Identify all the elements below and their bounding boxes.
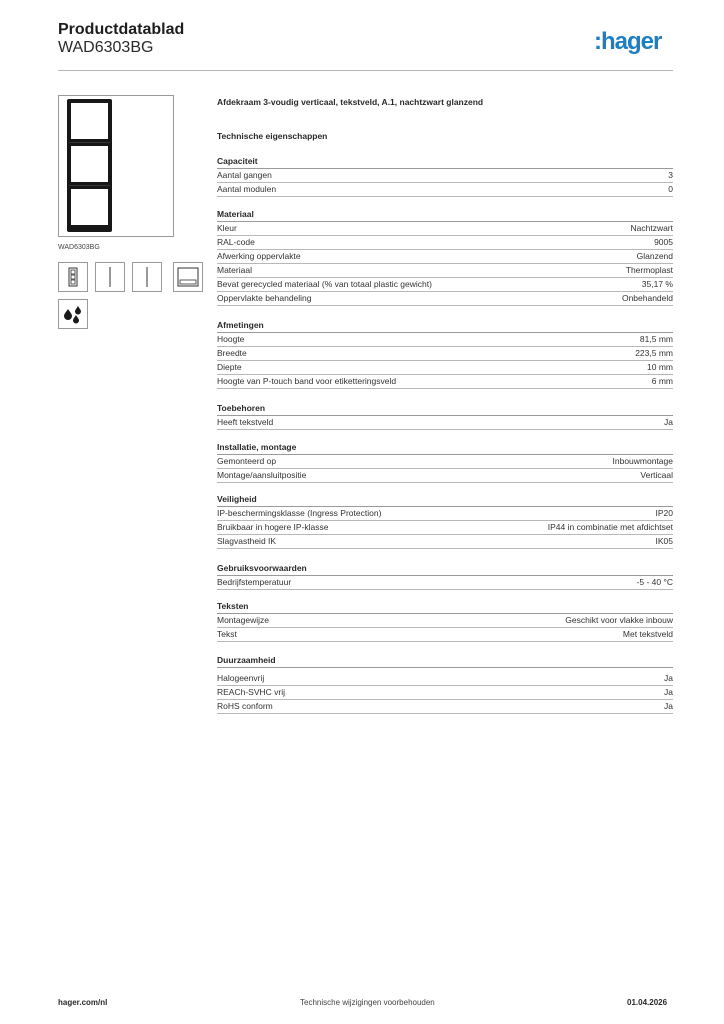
section-title: Afmetingen xyxy=(217,318,673,333)
header-divider xyxy=(58,70,673,71)
spec-value: Glanzend xyxy=(636,251,673,261)
spec-row xyxy=(217,375,673,389)
hager-logo xyxy=(594,24,674,60)
surface-mount-icon xyxy=(95,262,125,292)
spec-row xyxy=(217,686,673,700)
spec-value: IK05 xyxy=(655,536,673,546)
spec-row xyxy=(217,614,673,628)
spec-row xyxy=(217,236,673,250)
spec-row xyxy=(217,222,673,236)
spec-label: Hoogte van P-touch band voor etiketteringsveld xyxy=(217,376,397,386)
spec-value: Ja xyxy=(664,417,673,427)
spec-value: -5 - 40 °C xyxy=(636,577,673,587)
spec-section xyxy=(217,492,673,549)
spec-row xyxy=(217,700,673,714)
spec-section xyxy=(217,401,673,430)
spec-label: Oppervlakte behandeling xyxy=(217,293,312,303)
spec-label: Tekst xyxy=(217,629,237,639)
vertical-frame-icon xyxy=(58,262,88,292)
spec-section xyxy=(217,653,673,714)
spec-section xyxy=(217,207,673,306)
spec-row xyxy=(217,347,673,361)
spec-value: 0 xyxy=(668,184,673,194)
spec-label: Bedrijfstemperatuur xyxy=(217,577,292,587)
spec-section xyxy=(217,561,673,590)
spec-value: Inbouwmontage xyxy=(612,456,673,466)
spec-label: Slagvastheid IK xyxy=(217,536,277,546)
section-title: Capaciteit xyxy=(217,154,673,169)
spec-row xyxy=(217,250,673,264)
section-title: Gebruiksvoorwaarden xyxy=(217,561,673,576)
section-title: Installatie, montage xyxy=(217,440,673,455)
section-title: Veiligheid xyxy=(217,492,673,507)
spec-row xyxy=(217,672,673,686)
product-description: Afdekraam 3-voudig verticaal, tekstveld, A.1, nachtzwart glanzend xyxy=(217,97,484,107)
spec-value: 6 mm xyxy=(651,376,673,386)
footer-website[interactable]: hager.com/nl xyxy=(58,998,108,1007)
section-title: Toebehoren xyxy=(217,401,673,416)
spec-label: Hoogte xyxy=(217,334,245,344)
spec-section xyxy=(217,599,673,642)
spec-value: Verticaal xyxy=(640,470,673,480)
spec-row xyxy=(217,455,673,469)
spec-value: IP20 xyxy=(655,508,673,518)
spec-label: REACh-SVHC vrij xyxy=(217,687,286,697)
spec-row xyxy=(217,628,673,642)
section-title: Teksten xyxy=(217,599,673,614)
flush-mount-icon xyxy=(132,262,162,292)
product-code: WAD6303BG xyxy=(58,39,154,56)
spec-value: Ja xyxy=(664,701,673,711)
label-field-icon xyxy=(173,262,203,292)
spec-value: 9005 xyxy=(654,237,673,247)
spec-label: IP-beschermingsklasse (Ingress Protection) xyxy=(217,508,382,518)
spec-row xyxy=(217,169,673,183)
spec-value: Geschikt voor vlakke inbouw xyxy=(565,615,673,625)
spec-value: Ja xyxy=(664,687,673,697)
spec-row xyxy=(217,416,673,430)
spec-row xyxy=(217,576,673,590)
footer-date: 01.04.2026 xyxy=(627,998,668,1007)
spec-label: Gemonteerd op xyxy=(217,456,277,466)
section-title: Duurzaamheid xyxy=(217,653,673,668)
footer-disclaimer: Technische wijzigingen voorbehouden xyxy=(300,998,435,1007)
spec-row xyxy=(217,361,673,375)
spec-row xyxy=(217,264,673,278)
spec-row xyxy=(217,292,673,306)
spec-value: Thermoplast xyxy=(625,265,673,275)
spec-label: Materiaal xyxy=(217,265,252,275)
spec-value: 10 mm xyxy=(647,362,673,372)
spec-value: Nachtzwart xyxy=(630,223,673,233)
frame-illustration xyxy=(59,96,173,236)
spec-value: IP44 in combinatie met afdichtset xyxy=(547,522,673,532)
spec-label: Diepte xyxy=(217,362,242,372)
spec-row xyxy=(217,183,673,197)
spec-value: 35,17 % xyxy=(641,279,673,289)
image-caption: WAD6303BG xyxy=(58,244,100,251)
spec-value: Onbehandeld xyxy=(621,293,673,303)
spec-label: Bruikbaar in hogere IP-klasse xyxy=(217,522,329,532)
spec-section xyxy=(217,154,673,197)
spec-label: Afwerking oppervlakte xyxy=(217,251,301,261)
spec-value: Met tekstveld xyxy=(622,629,673,639)
product-image xyxy=(58,95,174,237)
spec-value: Ja xyxy=(664,673,673,683)
spec-label: Heeft tekstveld xyxy=(217,417,274,427)
spec-label: Breedte xyxy=(217,348,247,358)
hager-logo-text: :hager xyxy=(594,28,662,55)
spec-label: RoHS conform xyxy=(217,701,273,711)
spec-row xyxy=(217,278,673,292)
spec-label: RAL-code xyxy=(217,237,255,247)
spec-row xyxy=(217,507,673,521)
spec-label: Aantal gangen xyxy=(217,170,272,180)
spec-row xyxy=(217,521,673,535)
spec-label: Kleur xyxy=(217,223,237,233)
spec-label: Aantal modulen xyxy=(217,184,277,194)
spec-label: Montagewijze xyxy=(217,615,269,625)
section-title: Materiaal xyxy=(217,207,673,222)
water-drops-icon xyxy=(58,299,88,329)
spec-value: 3 xyxy=(668,170,673,180)
spec-label: Montage/aansluitpositie xyxy=(217,470,307,480)
spec-value: 223,5 mm xyxy=(635,348,673,358)
spec-row xyxy=(217,535,673,549)
spec-section xyxy=(217,318,673,389)
page-title: Productdatablad xyxy=(58,21,185,38)
spec-row xyxy=(217,333,673,347)
spec-label: Halogeenvrij xyxy=(217,673,265,683)
spec-section xyxy=(217,440,673,483)
technical-heading: Technische eigenschappen xyxy=(217,131,328,141)
spec-row xyxy=(217,469,673,483)
spec-value: 81,5 mm xyxy=(639,334,673,344)
spec-label: Bevat gerecycled materiaal (% van totaal plastic gewicht) xyxy=(217,279,432,289)
